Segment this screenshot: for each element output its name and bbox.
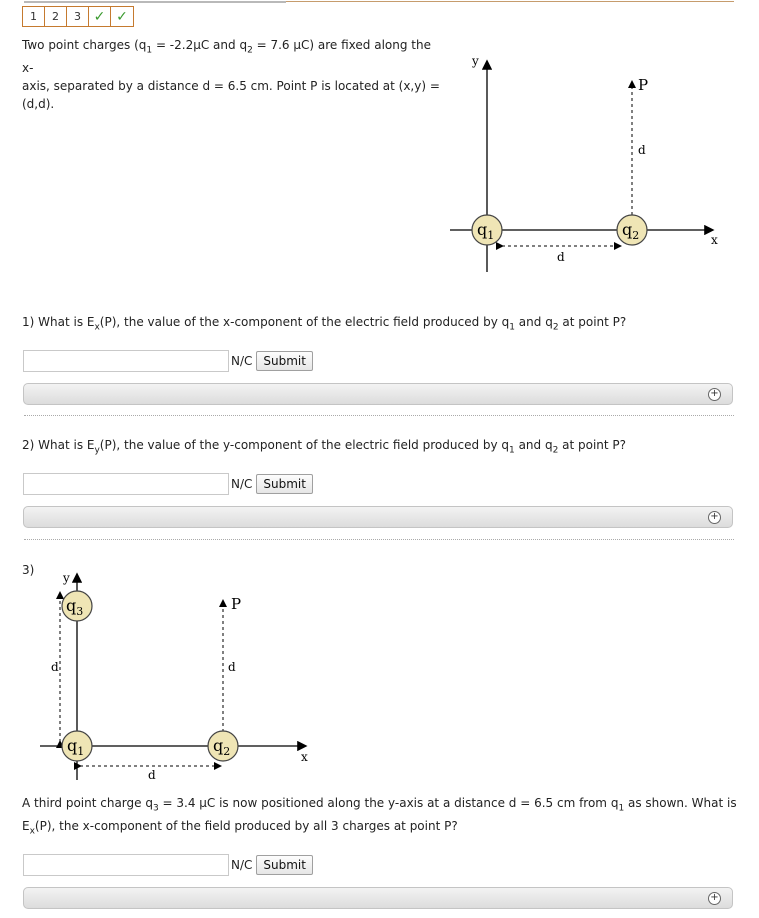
question-2-input[interactable] xyxy=(23,473,229,495)
question-1-submit-button[interactable]: Submit xyxy=(256,351,313,371)
question-2-hint-bar[interactable] xyxy=(23,506,733,528)
charge-q1-label-2: $q_1$ xyxy=(67,736,85,758)
problem-intro: Two point charges ($q_1 = -2.2\mu C$ and $q_2 = 7.6$ μC) are fixed along the x- axis, separated by a distance d = 6.5 cm. Point P is located at (x,y) = (d,d). xyxy=(22,38,440,112)
tab-part-1[interactable]: 1 xyxy=(23,7,45,26)
tab-check-1[interactable]: ✓ xyxy=(89,7,111,26)
question-3-input[interactable] xyxy=(23,854,229,876)
point-p-label-2: P xyxy=(231,595,242,613)
plus-icon[interactable]: + xyxy=(708,388,721,401)
charge-q1-label: $q_1$ xyxy=(477,220,495,242)
question-3-text: A third point charge $q_3 = 3.4$ μC is now positioned along the y-axis at a distance d = 6.5 cm from $q_1$ as shown. What is $E_x(P)$, the x-component of the field produced by all 3 charges at point P? xyxy=(22,796,737,837)
part-tabs xyxy=(22,6,134,27)
question-2-submit-button[interactable]: Submit xyxy=(256,474,313,494)
d-right-label: d xyxy=(228,660,236,674)
point-p-label: P xyxy=(638,76,649,94)
divider-1 xyxy=(24,415,734,416)
plus-icon[interactable]: + xyxy=(708,892,721,905)
question-2-text: 2) What is $E_y(P)$, the value of the y-component of the electric field produced by $q_1$ and $q_2$ at point P? xyxy=(22,438,627,456)
tab-part-2[interactable]: 2 xyxy=(45,7,67,26)
question-1-text: 1) What is $E_x(P)$, the value of the x-component of the electric field produced by $q_1$ and $q_2$ at point P? xyxy=(22,315,627,333)
figure-two-charges xyxy=(440,50,740,280)
d-horizontal-label: d xyxy=(557,250,565,264)
charge-q2-label: $q_2$ xyxy=(622,220,640,242)
question-1-unit: N/C xyxy=(231,354,253,368)
question-2-unit: N/C xyxy=(231,477,253,491)
d-bottom-label: d xyxy=(148,768,156,782)
figure-three-charges xyxy=(30,565,320,785)
y-axis-label: y xyxy=(472,54,479,68)
question-3-unit: N/C xyxy=(231,858,253,872)
question-3-answer xyxy=(23,854,313,876)
question-1-input[interactable] xyxy=(23,350,229,372)
question-3-hint-bar[interactable] xyxy=(23,887,733,909)
top-rule-accent xyxy=(24,1,286,3)
d-vertical-label: d xyxy=(638,143,646,157)
tab-part-3[interactable]: 3 xyxy=(67,7,89,26)
question-1-hint-bar[interactable] xyxy=(23,383,733,405)
charge-q2-label-2: $q_2$ xyxy=(213,736,231,758)
d-left-label: d xyxy=(51,660,59,674)
question-2-answer xyxy=(23,473,313,495)
x-axis-label-2: x xyxy=(301,750,308,764)
divider-2 xyxy=(24,539,734,540)
plus-icon[interactable]: + xyxy=(708,511,721,524)
tab-check-2[interactable]: ✓ xyxy=(116,8,128,25)
x-axis-label: x xyxy=(711,233,718,247)
question-1-answer xyxy=(23,350,313,372)
y-axis-label-2: y xyxy=(63,571,70,585)
question-3-number: 3) xyxy=(22,563,35,577)
charge-q3-label: $q_3$ xyxy=(66,596,84,618)
question-3-submit-button[interactable]: Submit xyxy=(256,855,313,875)
